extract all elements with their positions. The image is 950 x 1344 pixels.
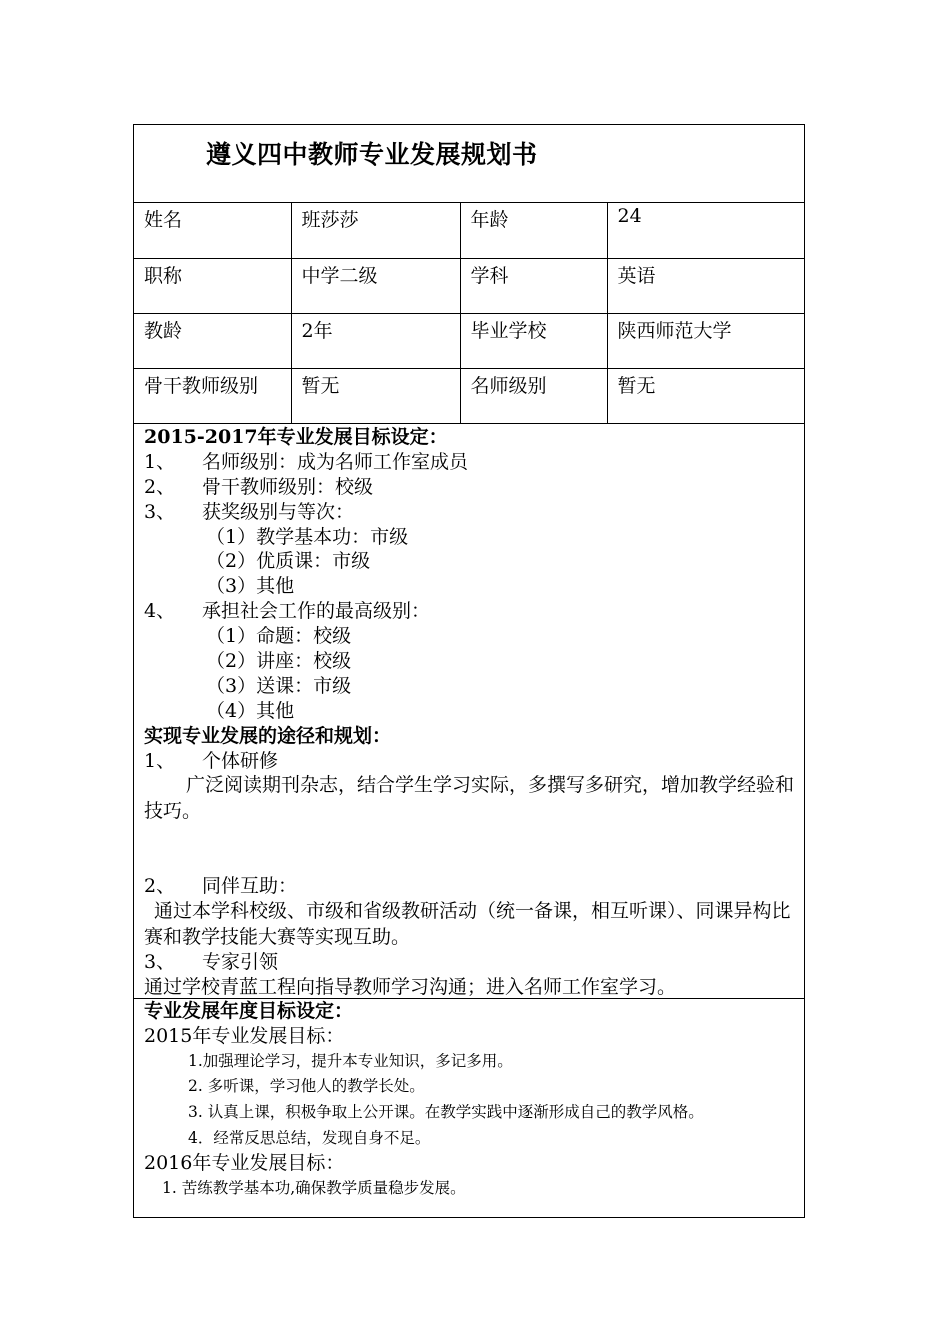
list-item: 4、 承担社会工作的最高级别： (144, 600, 431, 623)
school-label: 毕业学校 (460, 313, 607, 368)
table-row (134, 368, 804, 423)
list-item: （1）教学基本功：市级 (206, 525, 409, 548)
list-item: 1. 苦练教学基本功,确保教学质量稳步发展。 (162, 1179, 466, 1198)
list-item: （1）命题：校级 (206, 625, 352, 648)
paragraph: 通过学校青蓝工程向指导教师学习沟通；进入名师工作室学习。 (144, 976, 677, 999)
backbone-label: 骨干教师级别 (134, 368, 291, 423)
list-item: 1、 个体研修 (144, 749, 279, 772)
table-row (134, 203, 804, 258)
school-value: 陕西师范大学 (607, 313, 804, 368)
list-item: 2、 骨干教师级别：校级 (144, 475, 374, 498)
list-item: 1、 名师级别：成为名师工作室成员 (144, 450, 469, 473)
list-item: 3、 获奖级别与等次： (144, 500, 355, 523)
backbone-value: 暂无 (291, 368, 460, 423)
year-2015-heading: 2015年专业发展目标： (144, 1024, 345, 1047)
table-row (134, 313, 804, 368)
table-row (134, 258, 804, 313)
age-value: 24 (607, 203, 804, 258)
years-value: 2年 (291, 313, 460, 368)
paragraph: 通过本学科校级、市级和省级教研活动（统一备课，相互听课）、同课异构比赛和教学技能大赛等实现互助。 (144, 900, 791, 948)
year-2016-heading: 2016年专业发展目标： (144, 1152, 345, 1175)
famous-value: 暂无 (607, 368, 804, 423)
list-item: 4．经常反思总结，发现自身不足。 (188, 1128, 431, 1147)
list-item: 2、 同伴互助： (144, 875, 298, 898)
goals-and-paths-section (134, 425, 804, 999)
age-label: 年龄 (460, 203, 607, 258)
annual-goals-section (134, 999, 804, 1217)
list-item: （3）其他 (206, 575, 295, 598)
rank-value: 中学二级 (291, 258, 460, 313)
name-label: 姓名 (134, 203, 291, 258)
title-row (134, 125, 804, 203)
famous-label: 名师级别 (460, 368, 607, 423)
list-item: 2. 多听课，学习他人的教学长处。 (188, 1077, 425, 1096)
plan-document-frame (133, 124, 805, 1218)
list-item: （2）优质课：市级 (206, 550, 371, 573)
years-label: 教龄 (134, 313, 291, 368)
list-item: 1.加强理论学习，提升本专业知识，多记多用。 (188, 1051, 513, 1070)
list-item: （2）讲座：校级 (206, 650, 352, 673)
goals-heading: 2015-2017年专业发展目标设定： (144, 426, 448, 448)
subject-label: 学科 (460, 258, 607, 313)
list-item: 3. 认真上课，积极争取上公开课。在教学实践中逐渐形成自己的教学风格。 (188, 1102, 704, 1121)
paragraph: 广泛阅读期刊杂志，结合学生学习实际，多撰写多研究，增加教学经验和技巧。 (144, 774, 795, 822)
document-title: 遵义四中教师专业发展规划书 (206, 140, 538, 169)
rank-label: 职称 (134, 258, 291, 313)
list-item: （3）送课：市级 (206, 674, 352, 697)
name-value: 班莎莎 (291, 203, 460, 258)
list-item: 3、 专家引领 (144, 951, 279, 974)
list-item: （4）其他 (206, 699, 295, 722)
annual-heading: 专业发展年度目标设定： (144, 1000, 354, 1022)
teacher-info-table (134, 203, 804, 424)
subject-value: 英语 (607, 258, 804, 313)
paths-heading: 实现专业发展的途径和规划： (144, 724, 392, 747)
